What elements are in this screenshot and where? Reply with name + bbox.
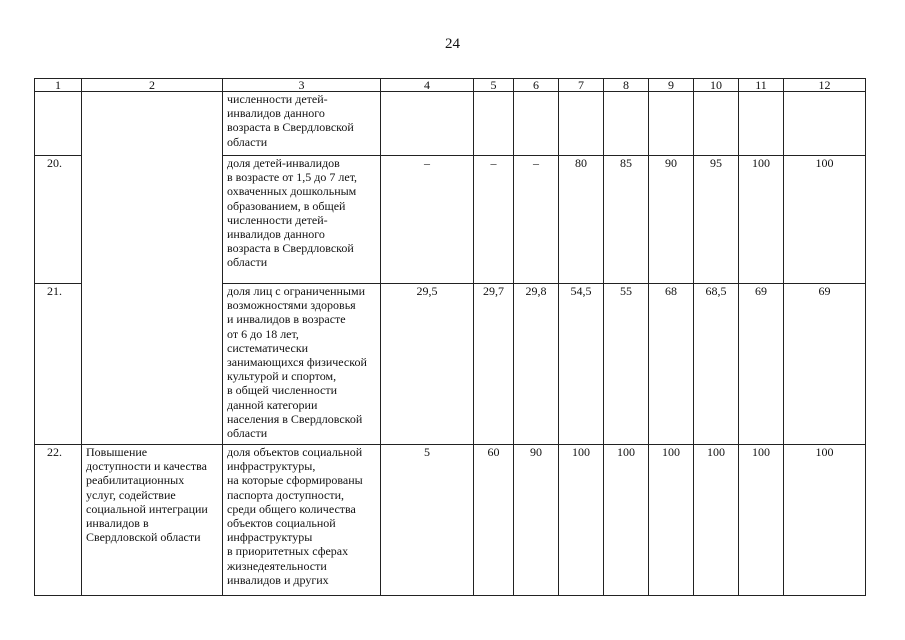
indicator-cell: доля детей-инвалидов в возрасте от 1,5 до 7 лет, охваченных дошкольным образованием, в общей численности детей- инвалидов данного возраста в Свердловской области — [223, 156, 381, 284]
row-number: 21. — [35, 284, 82, 445]
row-number: 22. — [35, 445, 82, 596]
column-header: 9 — [649, 79, 694, 92]
table-row — [35, 445, 866, 596]
value-cell: 68,5 — [694, 284, 739, 445]
table-header-row — [35, 79, 866, 92]
column-header: 12 — [784, 79, 866, 92]
value-cell — [514, 92, 559, 156]
value-cell: 5 — [381, 445, 474, 596]
column-header: 3 — [223, 79, 381, 92]
value-cell: 100 — [559, 445, 604, 596]
value-cell — [604, 92, 649, 156]
value-cell: 100 — [739, 445, 784, 596]
value-cell — [649, 92, 694, 156]
indicators-table — [34, 78, 866, 596]
value-cell — [739, 92, 784, 156]
row-number — [35, 92, 82, 156]
page-number: 24 — [445, 36, 460, 52]
row-number: 20. — [35, 156, 82, 284]
value-cell: 100 — [649, 445, 694, 596]
value-cell: 29,5 — [381, 284, 474, 445]
column-header: 6 — [514, 79, 559, 92]
value-cell: 29,7 — [474, 284, 514, 445]
value-cell: 69 — [784, 284, 866, 445]
value-cell: 68 — [649, 284, 694, 445]
column-header: 2 — [82, 79, 223, 92]
value-cell: 69 — [739, 284, 784, 445]
column-header: 4 — [381, 79, 474, 92]
table-row — [35, 92, 866, 156]
indicator-cell: численности детей- инвалидов данного возраста в Свердловской области — [223, 92, 381, 156]
value-cell: 90 — [649, 156, 694, 284]
value-cell: – — [381, 156, 474, 284]
value-cell: – — [514, 156, 559, 284]
column-header: 10 — [694, 79, 739, 92]
value-cell: 100 — [739, 156, 784, 284]
column-header: 11 — [739, 79, 784, 92]
value-cell: 100 — [784, 445, 866, 596]
task-cell — [82, 92, 223, 445]
value-cell: 95 — [694, 156, 739, 284]
value-cell: 85 — [604, 156, 649, 284]
indicator-cell: доля объектов социальной инфраструктуры, на которые сформированы паспорта доступности, среди общего количества объектов социальной инфраструктуры в приоритетных сферах жизнедеятельности инвалидов и других — [223, 445, 381, 596]
value-cell — [474, 92, 514, 156]
column-header: 8 — [604, 79, 649, 92]
indicator-cell: доля лиц с ограниченными возможностями здоровья и инвалидов в возрасте от 6 до 18 лет, систематически занимающихся физической культурой и спортом, в общей численности данной категории населения в Свердловской области — [223, 284, 381, 445]
column-header: 5 — [474, 79, 514, 92]
value-cell: – — [474, 156, 514, 284]
task-cell: Повышение доступности и качества реабилитационных услуг, содействие социальной интеграции инвалидов в Свердловской области — [82, 445, 223, 596]
value-cell: 80 — [559, 156, 604, 284]
column-header: 7 — [559, 79, 604, 92]
value-cell: 90 — [514, 445, 559, 596]
value-cell: 55 — [604, 284, 649, 445]
value-cell: 100 — [694, 445, 739, 596]
column-header: 1 — [35, 79, 82, 92]
value-cell: 29,8 — [514, 284, 559, 445]
value-cell — [784, 92, 866, 156]
value-cell: 60 — [474, 445, 514, 596]
value-cell: 100 — [604, 445, 649, 596]
value-cell: 54,5 — [559, 284, 604, 445]
value-cell: 100 — [784, 156, 866, 284]
value-cell — [381, 92, 474, 156]
value-cell — [694, 92, 739, 156]
value-cell — [559, 92, 604, 156]
